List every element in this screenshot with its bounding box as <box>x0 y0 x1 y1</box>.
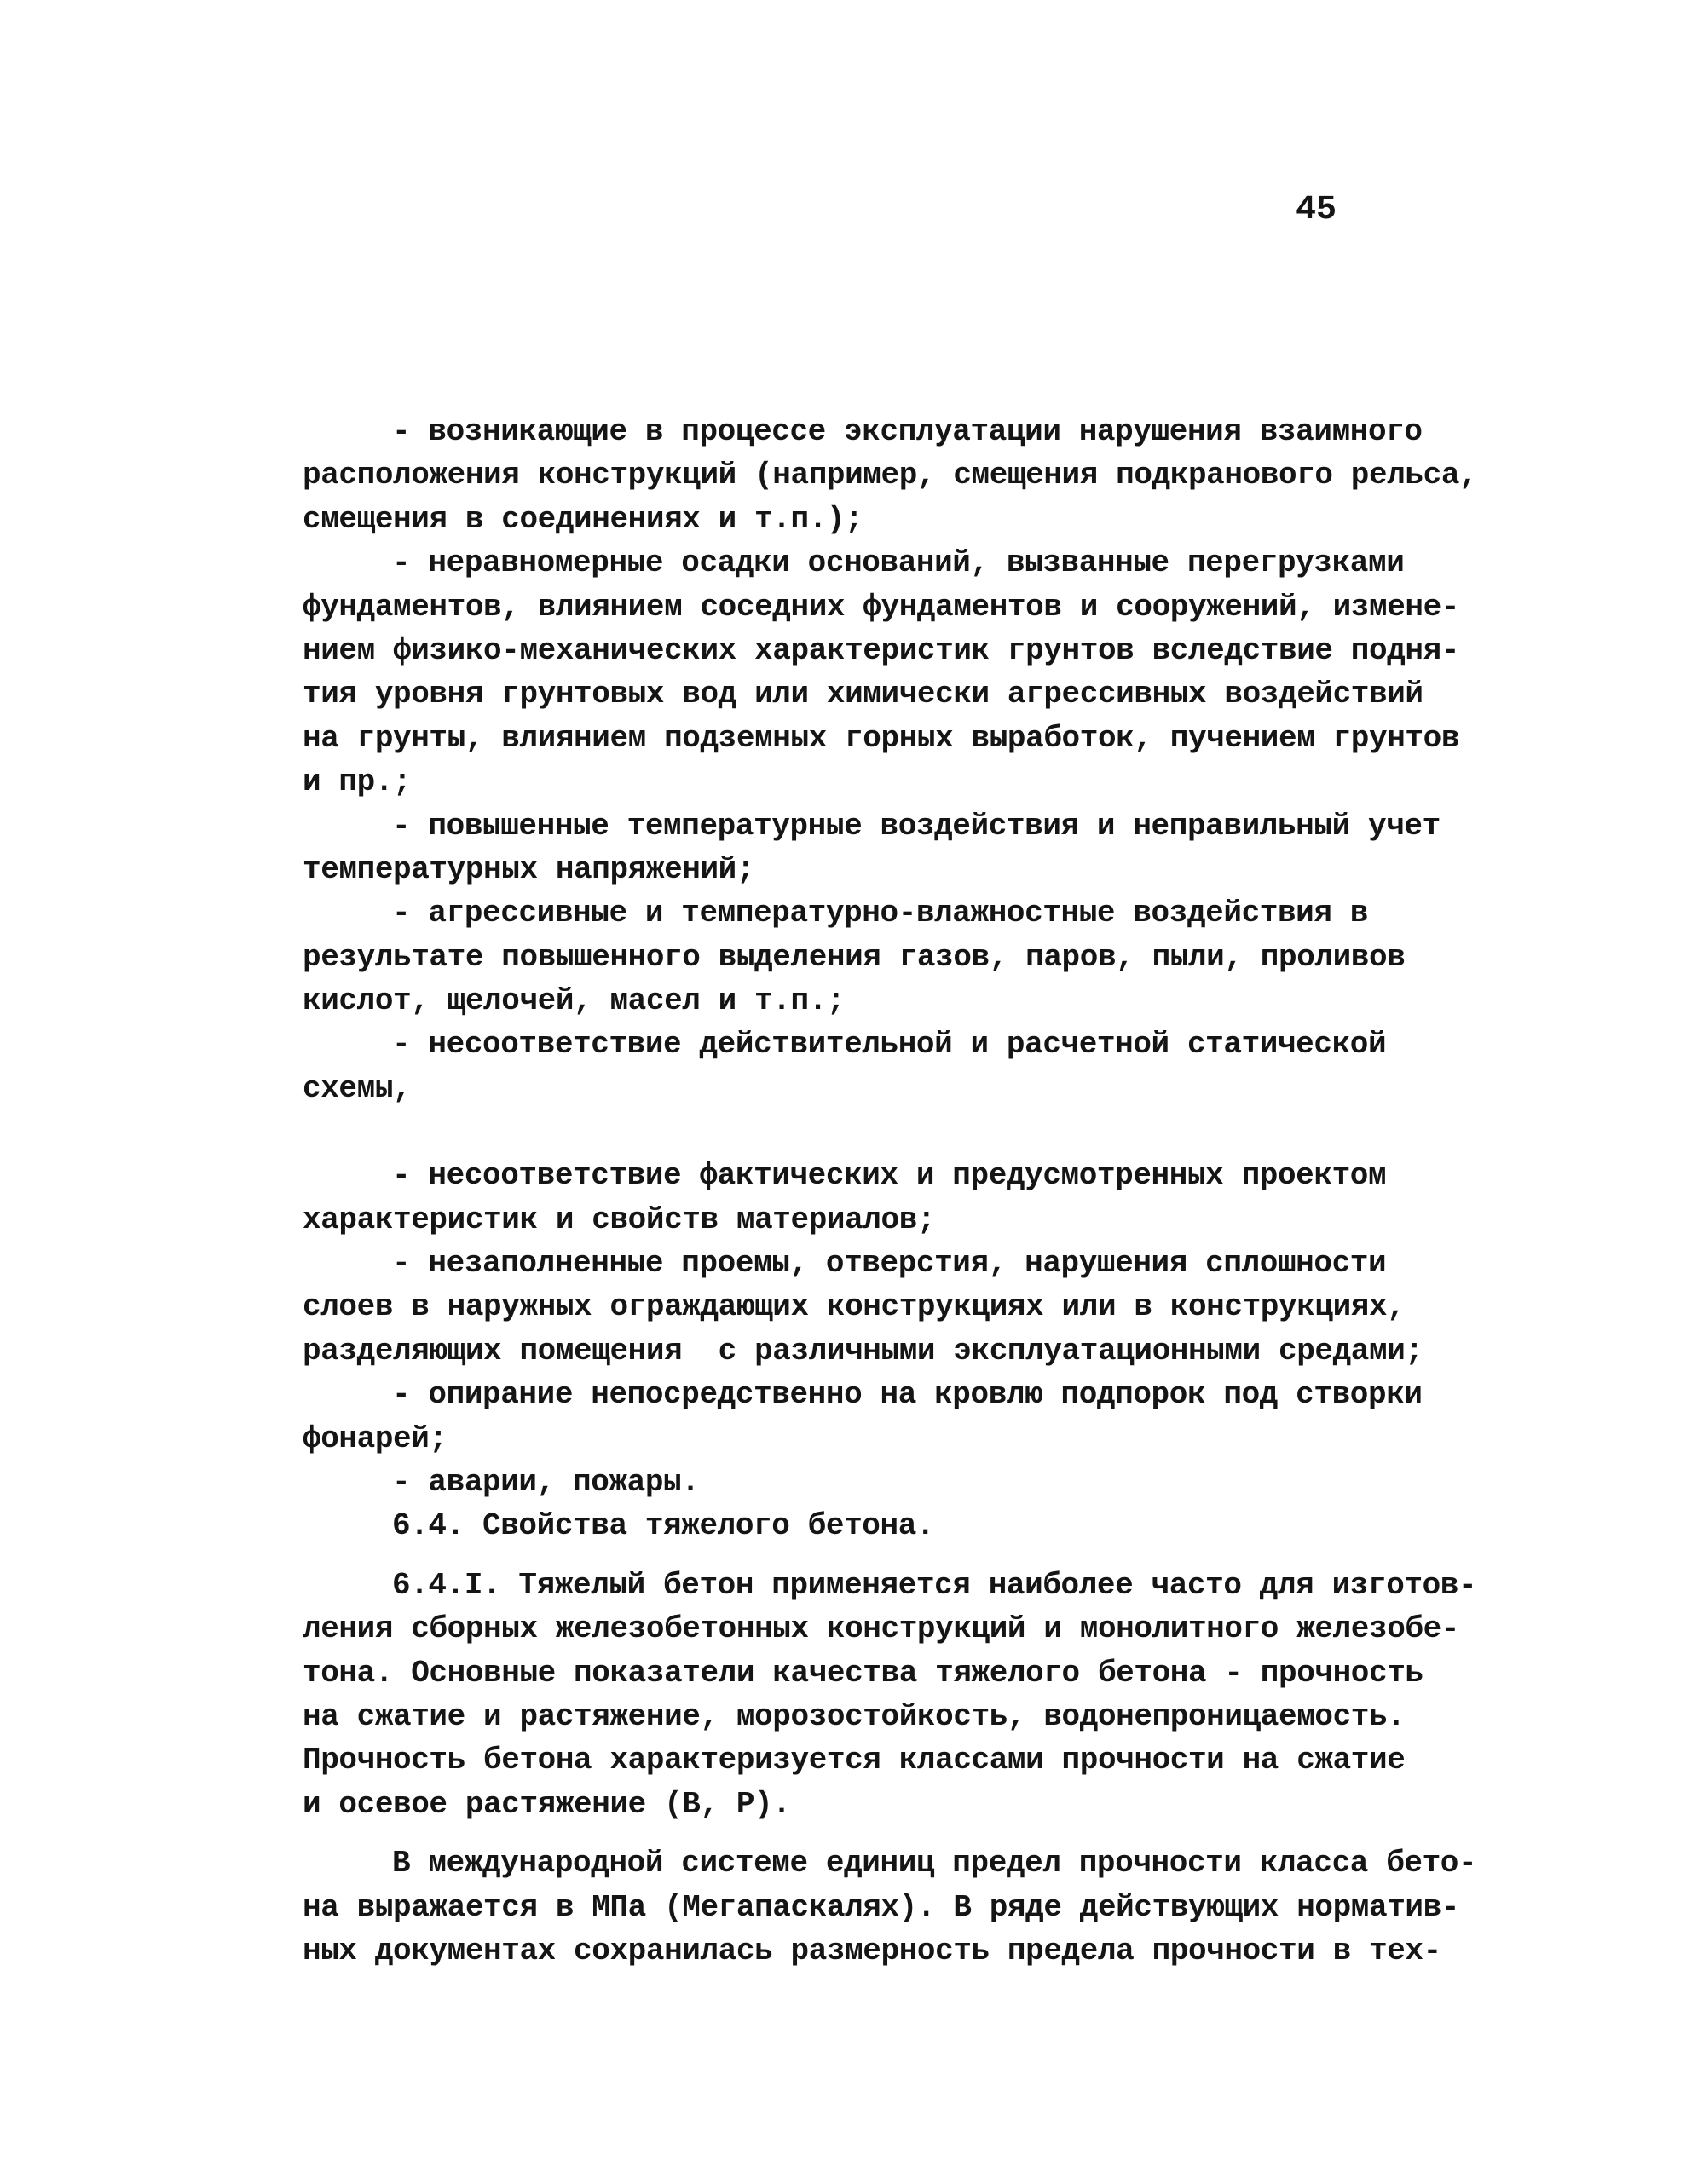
text-line: тона. Основные показатели качества тяжелого бетона - прочность <box>303 1655 1423 1691</box>
section-heading: 6.4. Свойства тяжелого бетона. <box>392 1508 935 1544</box>
body-text <box>303 410 1478 1973</box>
text-line: смещения в соединениях и т.п.); <box>303 501 863 537</box>
paragraph-gap <box>303 1826 1462 1841</box>
text-line: результате повышенного выделения газов, паров, пыли, проливов <box>303 939 1406 975</box>
text-line: на грунты, влиянием подземных горных выработок, пучением грунтов <box>303 720 1460 756</box>
text-line: фундаментов, влиянием соседних фундаментов и сооружений, измене- <box>303 589 1460 625</box>
defects-list-part-2 <box>303 1154 1462 1548</box>
text-line: характеристик и свойств материалов; <box>303 1201 936 1237</box>
page-number: 45 <box>1296 191 1337 229</box>
text-line: тия уровня грунтовых вод или химически агрессивных воздействий <box>303 677 1423 712</box>
text-line: - повышенные температурные воздействия и неправильный учет <box>392 808 1441 844</box>
text-line: слоев в наружных ограждающих конструкциях или в конструкциях, <box>303 1289 1406 1325</box>
text-line: расположения конструкций (например, смещения подкранового рельса, <box>303 458 1478 493</box>
text-line: и пр.; <box>303 764 412 800</box>
paragraph-si-units <box>303 1841 1477 1973</box>
text-line: Прочность бетона характеризуется классами прочности на сжатие <box>303 1743 1406 1778</box>
text-line: ления сборных железобетонных конструкций и монолитного железобе- <box>303 1611 1460 1647</box>
text-line: - опирание непосредственно на кровлю подпорок под створки <box>392 1377 1423 1413</box>
text-line: нием физико-механических характеристик грунтов вследствие подня- <box>303 632 1460 668</box>
text-line: - аварии, пожары. <box>392 1464 700 1500</box>
text-line: схемы, <box>303 1070 412 1106</box>
paragraph-gap <box>303 1110 1462 1154</box>
text-line: на выражается в МПа (Мегапаскалях). В ряде действующих норматив- <box>303 1889 1460 1925</box>
text-line: - незаполненные проемы, отверстия, нарушения сплошности <box>392 1246 1387 1282</box>
text-line: фонарей; <box>303 1420 447 1456</box>
text-line: - агрессивные и температурно-влажностные воздействия в <box>392 896 1368 931</box>
text-line: В международной системе единиц предел прочности класса бето- <box>392 1846 1477 1881</box>
paragraph-gap <box>303 1548 1462 1564</box>
text-line: - неравномерные осадки оснований, вызванные перегрузками <box>392 545 1405 581</box>
text-line: - несоответствие фактических и предусмотренных проектом <box>392 1158 1387 1194</box>
paragraph-6-4-1 <box>303 1564 1477 1826</box>
text-line: - возникающие в процессе эксплуатации нарушения взаимного <box>392 414 1423 449</box>
text-line: температурных напряжений; <box>303 851 755 887</box>
defects-list-part-1 <box>303 410 1478 1110</box>
text-line: - несоответствие действительной и расчетной статической <box>392 1027 1387 1063</box>
text-line: 6.4.I. Тяжелый бетон применяется наиболее часто для изготов- <box>392 1567 1477 1603</box>
text-line: ных документах сохранилась размерность предела прочности в тех- <box>303 1933 1441 1968</box>
text-line: и осевое растяжение (В, Р). <box>303 1786 791 1822</box>
text-line: разделяющих помещения с различными эксплуатационными средами; <box>303 1333 1423 1369</box>
text-line: кислот, щелочей, масел и т.п.; <box>303 983 846 1019</box>
text-line: на сжатие и растяжение, морозостойкость, водонепроницаемость. <box>303 1698 1406 1734</box>
